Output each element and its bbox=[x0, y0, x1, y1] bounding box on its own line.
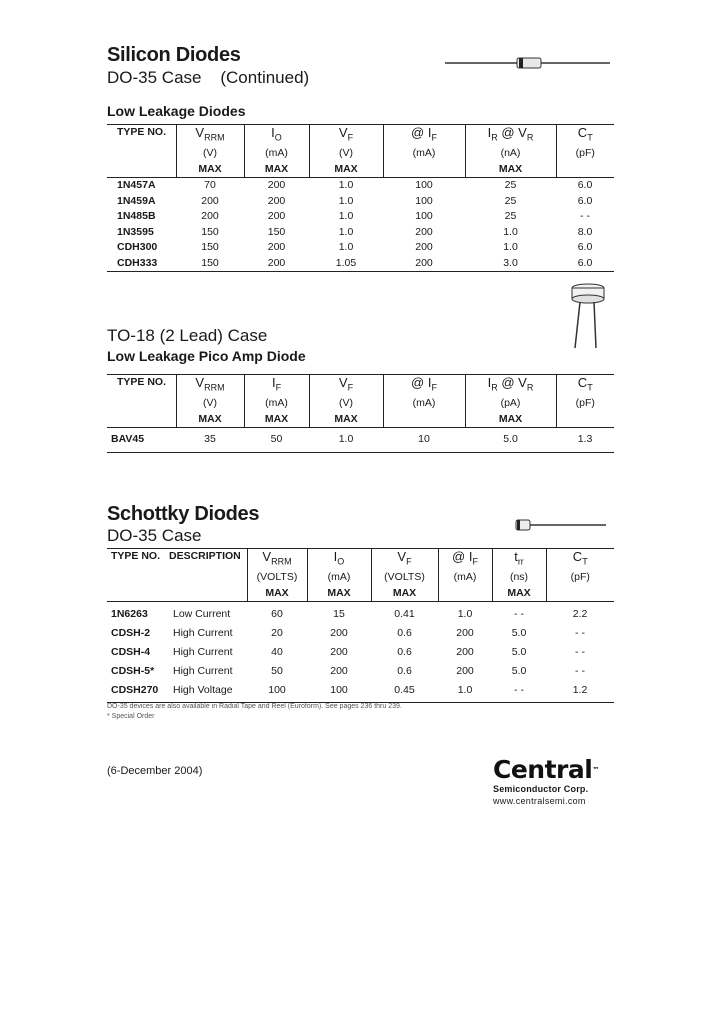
unit-vrrm: (V) bbox=[176, 146, 244, 162]
max-label: MAX bbox=[244, 412, 309, 428]
table-row: CDSH-4 High Current 40 200 0.6 200 5.0 - - bbox=[111, 646, 585, 659]
header-at-if: @ $I_F$ bbox=[383, 125, 465, 147]
header-at-if: @ $I_F$ bbox=[383, 375, 465, 397]
header-io: $I_O$ bbox=[307, 549, 371, 571]
max-label: MAX bbox=[309, 412, 383, 428]
unit-vrrm: (VOLTS) bbox=[247, 570, 307, 586]
unit-if: (mA) bbox=[383, 146, 465, 162]
logo-trademark: ™ bbox=[592, 766, 599, 774]
do35-diode-icon bbox=[445, 55, 610, 71]
unit-ct: (pF) bbox=[556, 146, 614, 162]
unit-ct: (pF) bbox=[556, 396, 614, 412]
max-label: MAX bbox=[309, 162, 383, 178]
header-ir-at-vr: $I_R$ @ $V_R$ bbox=[465, 375, 556, 397]
header-ct: $C_T$ bbox=[556, 125, 614, 147]
max-label: MAX bbox=[371, 586, 438, 602]
header-at-if: @ $I_F$ bbox=[438, 549, 492, 571]
do35-schottky-diode-icon bbox=[514, 518, 606, 532]
unit-io: (mA) bbox=[244, 146, 309, 162]
unit-trr: (ns) bbox=[492, 570, 546, 586]
header-io: $I_O$ bbox=[244, 125, 309, 147]
footnote-special-order: * Special Order bbox=[107, 713, 155, 720]
central-semiconductor-logo bbox=[493, 756, 618, 808]
header-vrrm: $V_{RRM}$ bbox=[176, 375, 244, 397]
header-vf: $V_F$ bbox=[309, 375, 383, 397]
max-label: MAX bbox=[247, 586, 307, 602]
table-row: 1N3595 150 150 1.0 200 1.0 8.0 bbox=[117, 225, 593, 238]
table-row: 1N6263 Low Current 60 15 0.41 1.0 - - 2.2 bbox=[111, 608, 588, 621]
logo-website: www.centralsemi.com bbox=[493, 796, 586, 806]
table-row: 1N459A 200 200 1.0 100 25 6.0 bbox=[117, 194, 593, 207]
table-row: CDSH-2 High Current 20 200 0.6 200 5.0 - - bbox=[111, 627, 585, 640]
subtitle-pico-amp-diode: Low Leakage Pico Amp Diode bbox=[107, 348, 306, 364]
to18-package-icon bbox=[566, 280, 610, 350]
unit-at-if: (mA) bbox=[383, 396, 465, 412]
section-title-silicon-diodes: Silicon Diodes bbox=[107, 44, 241, 66]
header-vrrm: $V_{RRM}$ bbox=[176, 125, 244, 147]
header-ir-at-vr: $I_R$ @ $V_R$ bbox=[465, 125, 556, 147]
logo-company: Semiconductor Corp. bbox=[493, 784, 589, 794]
header-type-no: TYPE NO. bbox=[111, 550, 161, 562]
max-label: MAX bbox=[492, 586, 546, 602]
max-label: MAX bbox=[244, 162, 309, 178]
unit-ir: (pA) bbox=[465, 396, 556, 412]
low-leakage-diodes-table bbox=[107, 124, 614, 272]
document-date: (6-December 2004) bbox=[107, 765, 203, 777]
unit-if: (mA) bbox=[244, 396, 309, 412]
unit-io: (mA) bbox=[307, 570, 371, 586]
max-label: MAX bbox=[307, 586, 371, 602]
subtitle-low-leakage-diodes: Low Leakage Diodes bbox=[107, 103, 246, 119]
table-row: CDSH270 High Voltage 100 100 0.45 1.0 - - 1.2 bbox=[111, 684, 588, 697]
table-row: CDH300 150 200 1.0 200 1.0 6.0 bbox=[117, 241, 593, 254]
header-type-no: TYPE NO. bbox=[117, 376, 167, 388]
table-row: CDH333 150 200 1.05 200 3.0 6.0 bbox=[117, 256, 593, 269]
unit-vrrm: (V) bbox=[176, 396, 244, 412]
header-trr: $t_{rr}$ bbox=[492, 549, 546, 571]
pico-amp-diode-table bbox=[107, 374, 614, 453]
table-row: CDSH-5* High Current 50 200 0.6 200 5.0 - - bbox=[111, 665, 585, 678]
section-title-schottky-diodes: Schottky Diodes bbox=[107, 503, 260, 525]
logo-name: Central bbox=[493, 755, 593, 784]
max-label: MAX bbox=[465, 412, 556, 428]
unit-vf: (V) bbox=[309, 396, 383, 412]
unit-at-if: (mA) bbox=[438, 570, 492, 586]
case-label-do35-continued: DO-35 Case (Continued) bbox=[107, 68, 310, 87]
header-vrrm: $V_{RRM}$ bbox=[247, 549, 307, 571]
header-vf: $V_F$ bbox=[309, 125, 383, 147]
header-ct: $C_T$ bbox=[546, 549, 614, 571]
unit-ct: (pF) bbox=[546, 570, 614, 586]
footnote-radial-tape: DO-35 devices are also available in Radial Tape and Reel (Euroform). See pages 236 thru 239. bbox=[107, 703, 402, 710]
header-description: DESCRIPTION bbox=[169, 550, 241, 562]
max-label: MAX bbox=[465, 162, 556, 178]
case-label-do35: DO-35 Case bbox=[107, 526, 202, 545]
unit-vf: (V) bbox=[309, 146, 383, 162]
header-vf: $V_F$ bbox=[371, 549, 438, 571]
header-type-no: TYPE NO. bbox=[117, 126, 167, 138]
max-label: MAX bbox=[176, 162, 244, 178]
case-label-to18: TO-18 (2 Lead) Case bbox=[107, 326, 268, 345]
max-label: MAX bbox=[176, 412, 244, 428]
unit-ir: (nA) bbox=[465, 146, 556, 162]
schottky-diodes-table bbox=[107, 548, 614, 703]
header-ct: $C_T$ bbox=[556, 375, 614, 397]
unit-vf: (VOLTS) bbox=[371, 570, 438, 586]
table-row: 1N457A 70 200 1.0 100 25 6.0 bbox=[117, 179, 593, 192]
table-row: 1N485B 200 200 1.0 100 25 - - bbox=[117, 210, 590, 223]
header-if: $I_F$ bbox=[244, 375, 309, 397]
table-row: BAV45 35 50 1.0 10 5.0 1.3 bbox=[111, 433, 593, 446]
